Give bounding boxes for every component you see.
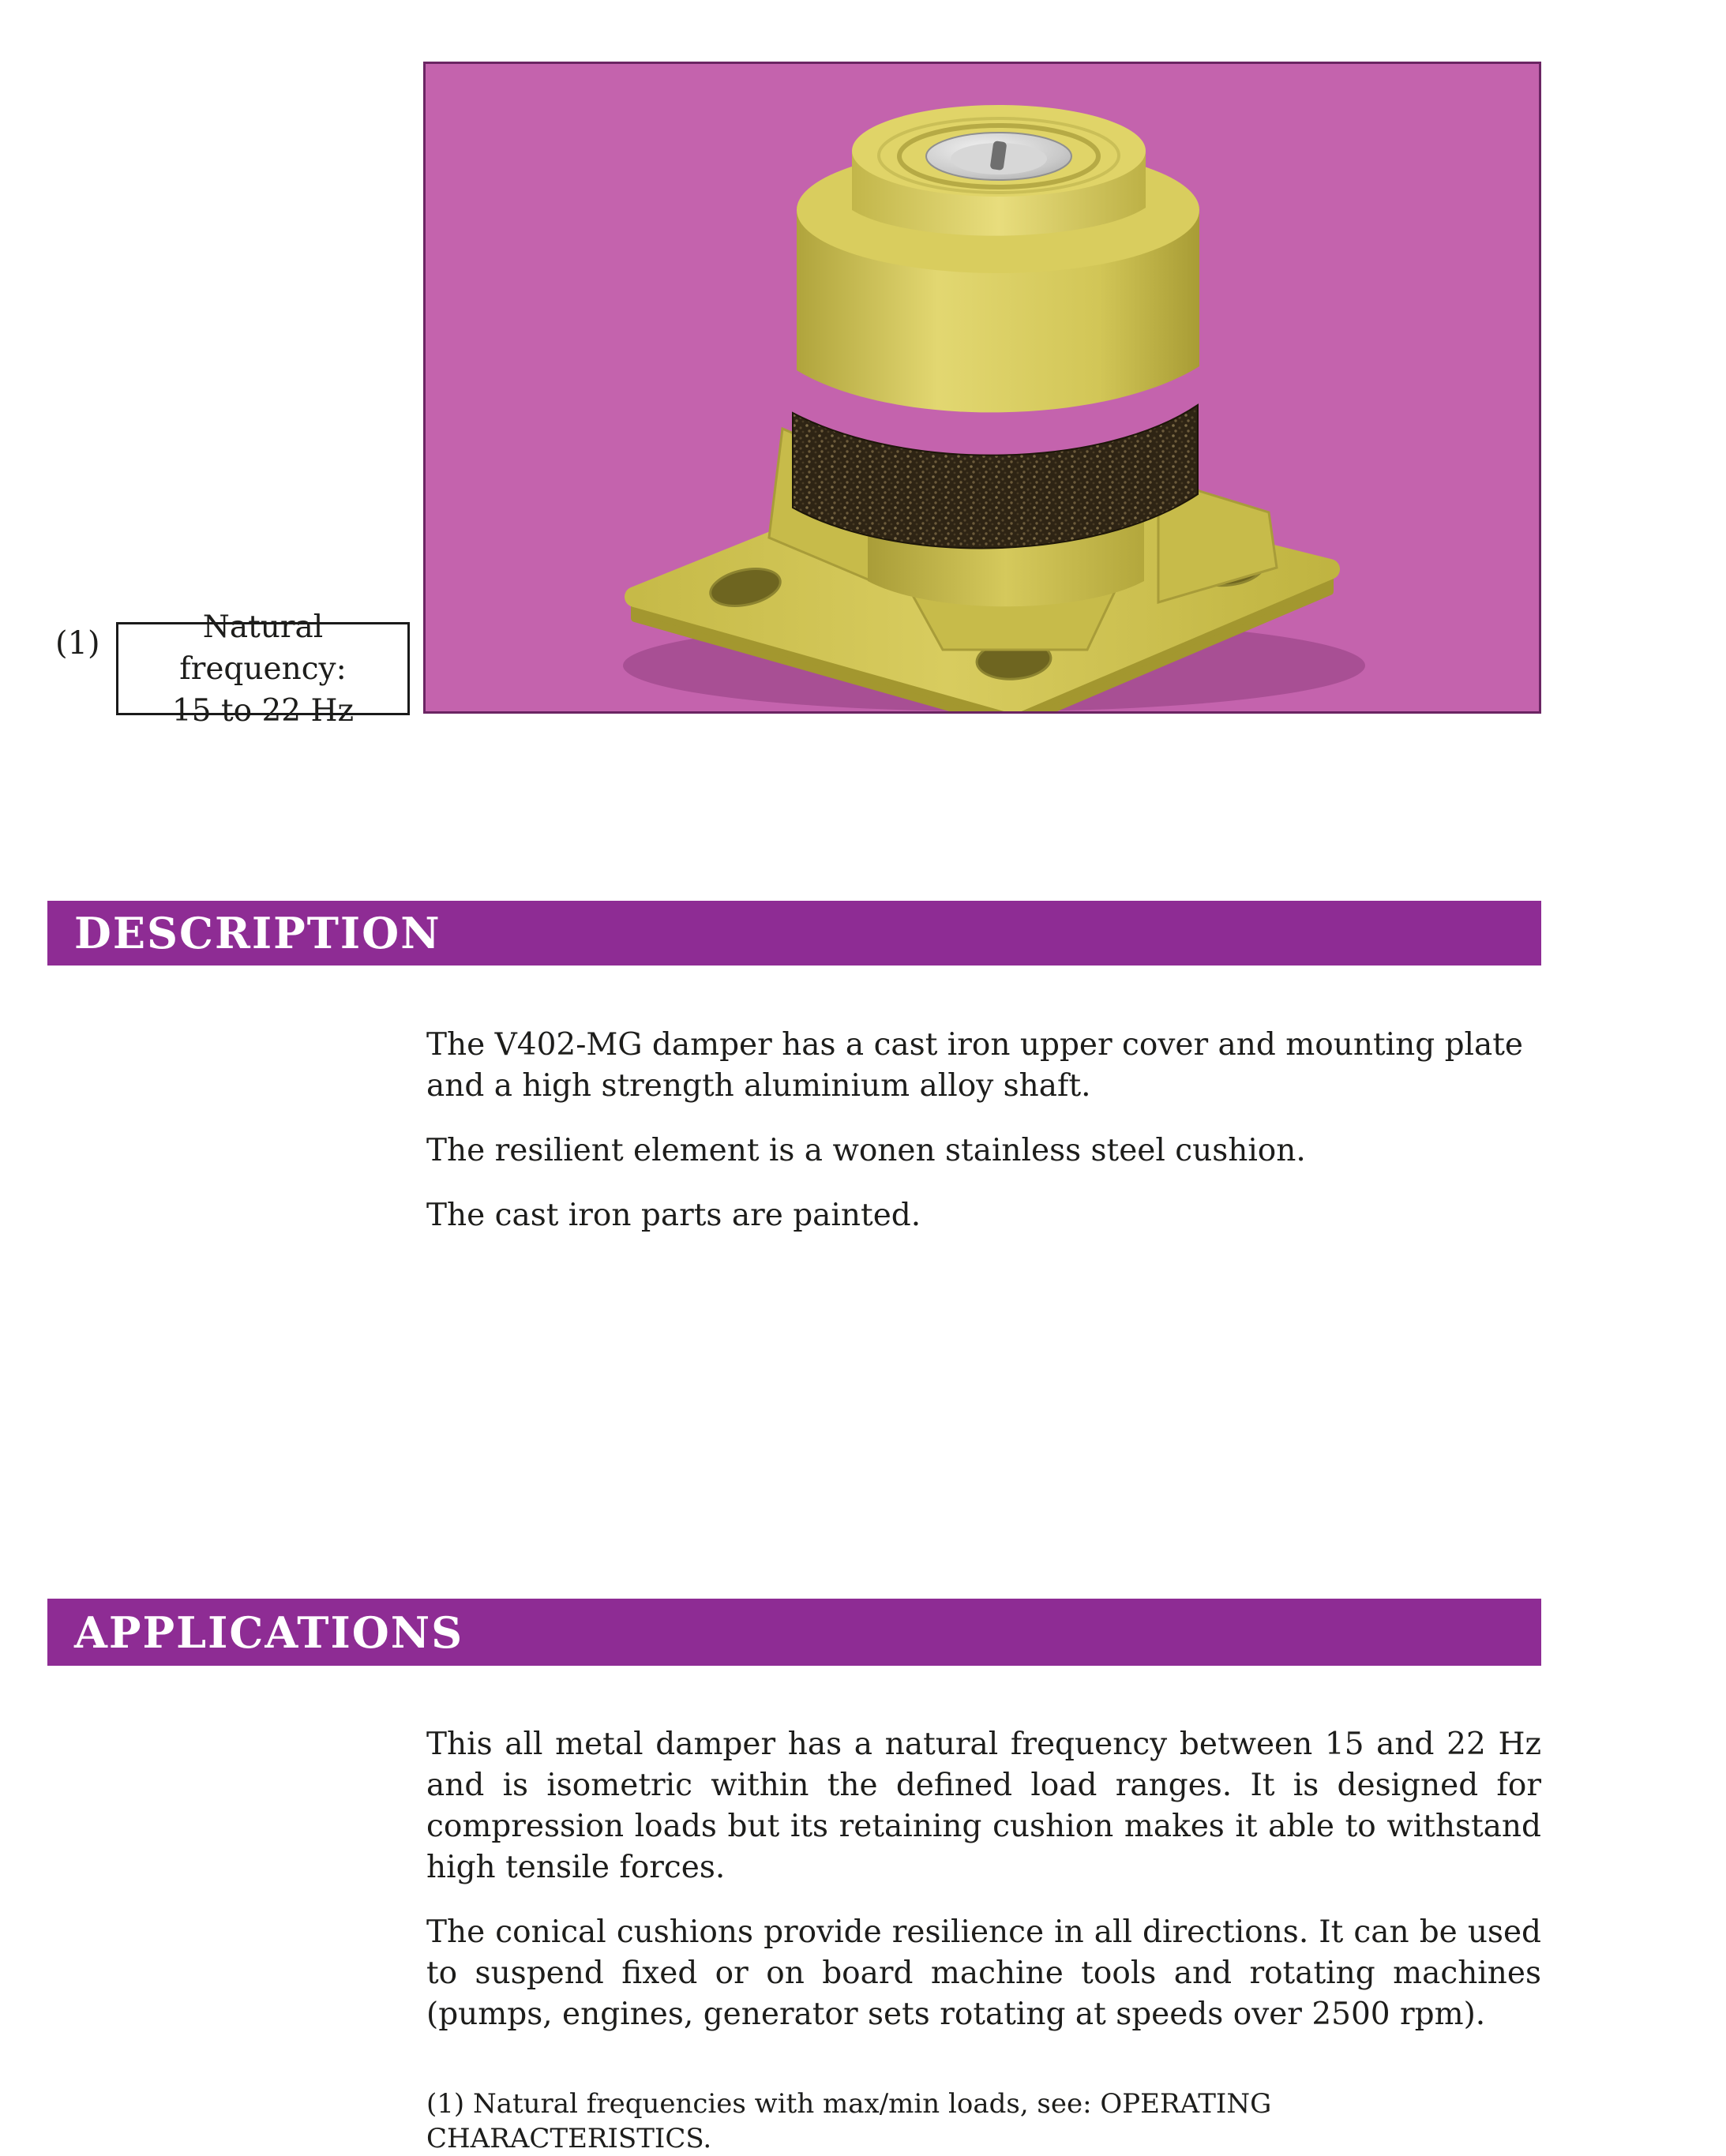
description-text-block — [426, 1025, 1541, 1260]
applications-paragraph-2: The conical cushions provide resilience in all directions. It can be used to suspend fixed or on board machine tools and rotating machines (pumps, engines, generator sets rotating at speeds over 2500 rpm). — [426, 1914, 1541, 2032]
footnote-marker: (1) — [55, 625, 100, 662]
applications-section-header — [47, 1599, 1541, 1666]
natural-frequency-box — [116, 609, 410, 729]
damper-illustration — [426, 64, 1539, 711]
description-paragraph-1: The V402-MG damper has a cast iron upper cover and mounting plate and a high strength aluminium alloy shaft. — [426, 1027, 1524, 1104]
applications-title: APPLICATIONS — [74, 1607, 464, 1658]
natural-frequency-label: Natural frequency: — [179, 609, 347, 687]
description-section-header — [47, 901, 1541, 966]
description-title: DESCRIPTION — [74, 908, 441, 958]
page-footnote: (1) Natural frequencies with max/min loads, see: OPERATING CHARACTERISTICS. — [426, 2088, 1272, 2154]
applications-text-block — [426, 1724, 1541, 2059]
applications-paragraph-1: This all metal damper has a natural frequency between 15 and 22 Hz and is isometric within the defined load ranges. It is designed for compression loads but its retaining cushion makes it able to withstand high tensile forces. — [426, 1727, 1541, 1885]
description-paragraph-3: The cast iron parts are painted. — [426, 1198, 921, 1233]
product-photo — [423, 62, 1541, 714]
description-paragraph-2: The resilient element is a wonen stainless steel cushion. — [426, 1133, 1306, 1168]
natural-frequency-value: 15 to 22 Hz — [171, 692, 355, 729]
